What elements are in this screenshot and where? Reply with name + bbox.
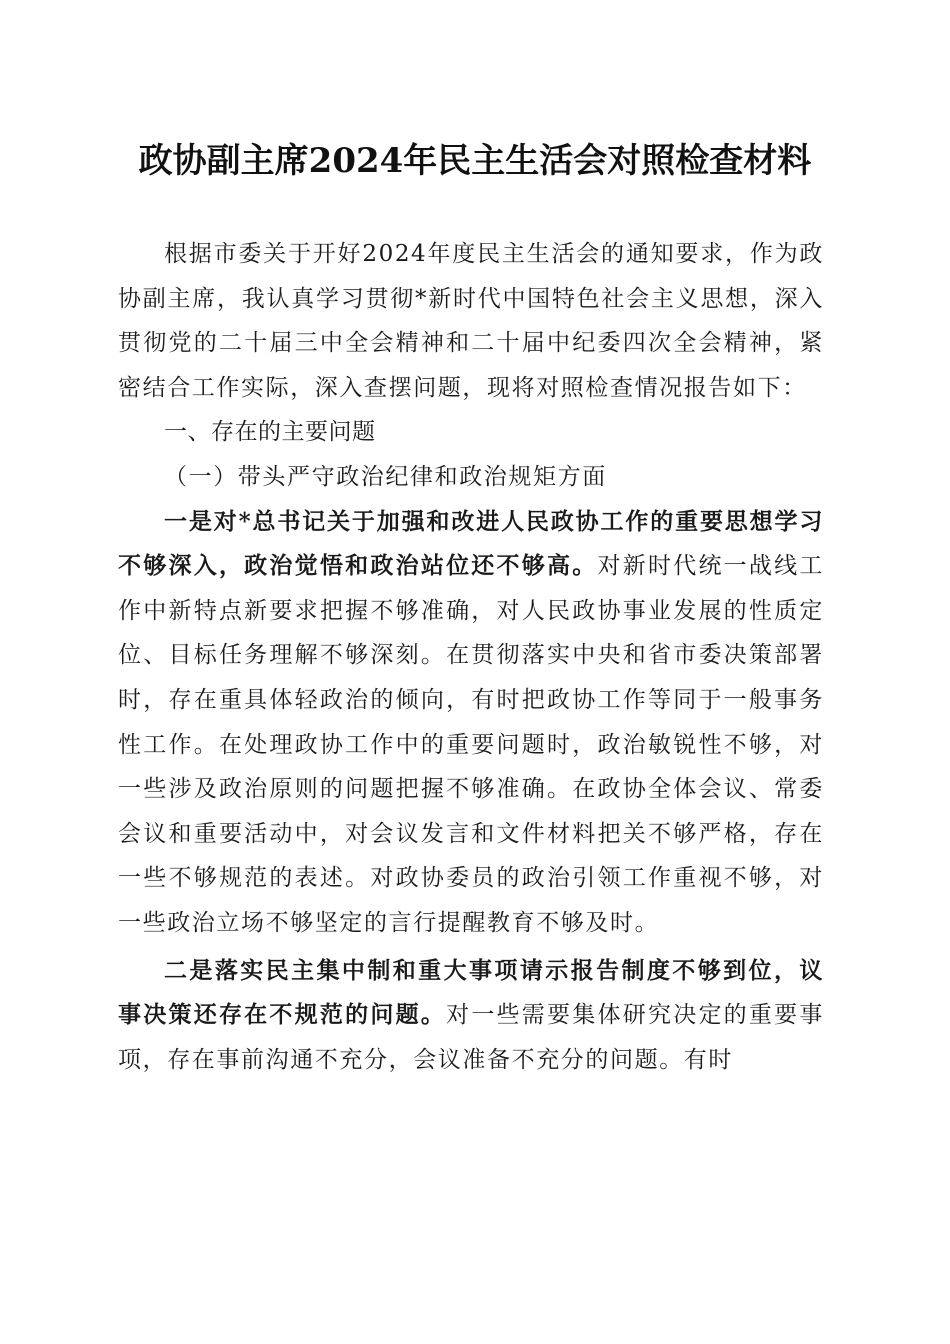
document-title: 政协副主席2024年民主生活会对照检查材料 [138, 141, 812, 181]
section-heading: 一、存在的主要问题 [164, 419, 376, 446]
intro-paragraph: 根据市委关于开好2024年度民主生活会的通知要求，作为政协副主席，我认真学习贯彻*新时代中国特色社会主义思想，深入贯彻党的二十届三中全会精神和二十届中纪委四次全会精神，紧密结合工作实际，深入查摆问题，现将对照检查情况报告如下： [118, 241, 824, 401]
point-two-lead: 二是落实民主集中制和重大事项请示报告制度不够到位，议事决策还存在不规范的问题。 [118, 956, 824, 1029]
document-body [118, 232, 824, 1082]
point-one-paragraph [118, 500, 824, 946]
point-two-body: 对一些需要集体研究决定的重要事项，存在事前沟通不充分，会议准备不充分的问题。有时 [118, 1002, 824, 1073]
point-one-body: 对新时代统一战线工作中新特点新要求把握不够准确，对人民政协事业发展的性质定位、目标任务理解不够深刻。在贯彻落实中央和省市委决策部署时，存在重具体轻政治的倾向，有时把政协工作等同于一般事务性工作。在处理政协工作中的重要问题时，政治敏锐性不够，对一些涉及政治原则的问题把握不够准确。在政协全体会议、常委会议和重要活动中，对会议发言和文件材料把关不够严格，存在一些不够规范的表述。对政协委员的政治引领工作重视不够，对一些政治立场不够坚定的言行提醒教育不够及时。 [118, 553, 824, 936]
subsection-heading: （一）带头严守政治纪律和政治规矩方面 [164, 463, 607, 490]
point-one-lead: 一是对*总书记关于加强和改进人民政协工作的重要思想学习不够深入，政治觉悟和政治站位还不够高。 [118, 507, 824, 580]
point-two-paragraph [118, 949, 824, 1083]
